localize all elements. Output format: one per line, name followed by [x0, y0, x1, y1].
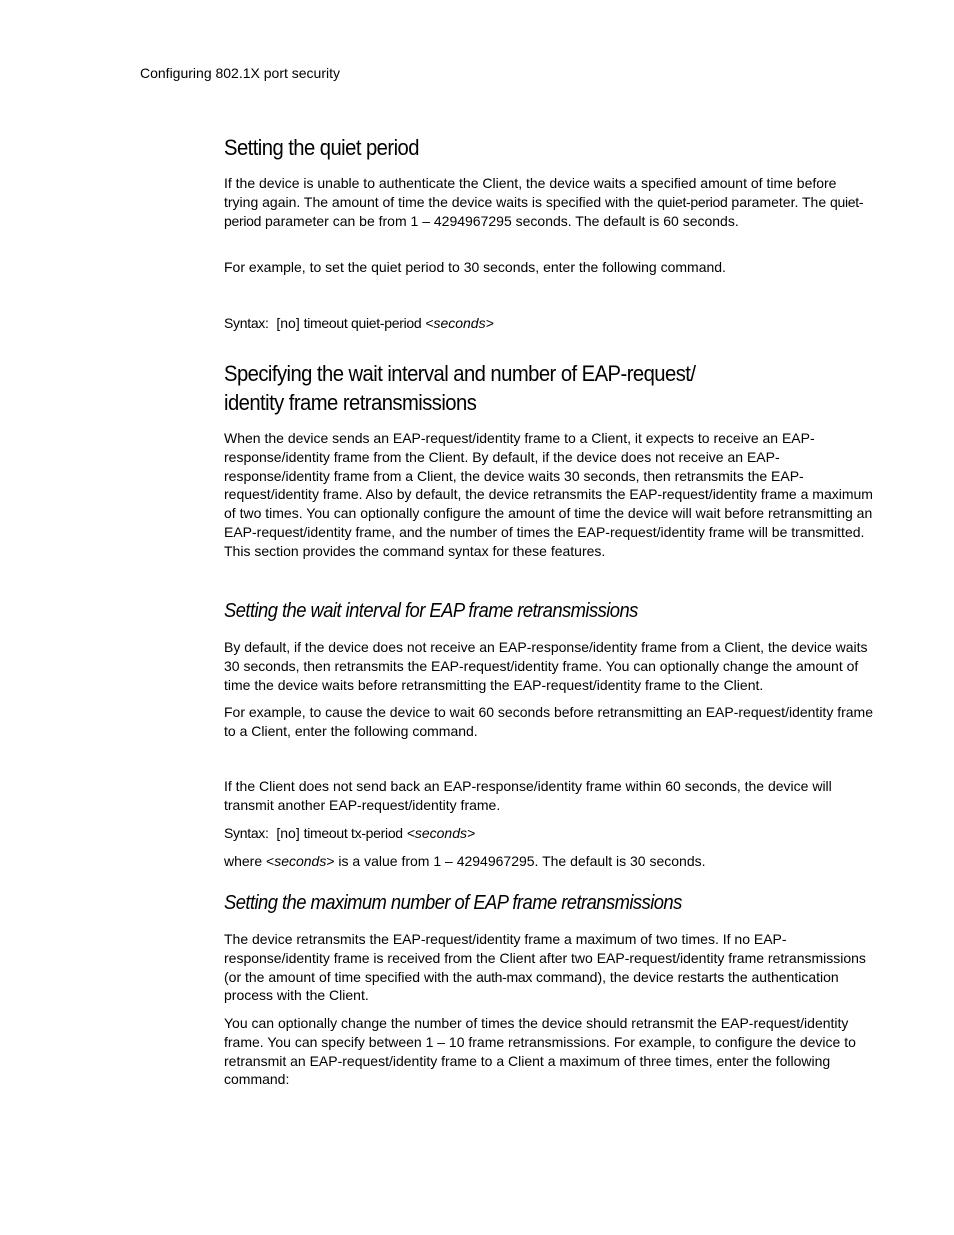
paragraph-quiet-example	[224, 258, 874, 277]
paragraph-text	[224, 174, 874, 230]
heading-wait-interval-line2: identity frame retransmissions	[224, 390, 477, 415]
text-run: parameter can be from 1 – 4294967295 seconds. The default is 60 seconds.	[261, 212, 739, 229]
paragraph-text	[224, 852, 874, 871]
syntax-no-option: [no]	[276, 825, 300, 841]
syntax-command: timeout quiet-period	[303, 315, 422, 331]
paragraph-wait-interval-intro	[224, 429, 874, 561]
paragraph-text: When the device sends an EAP-request/identity frame to a Client, it expects to receive an EAP-response/identity frame from the Client. By default, if the device does not receive an EAP-response/identity frame from a Client, the device waits 30 seconds, then retransmits the EAP-request/identity frame. Also by default, the device retransmits the EAP-request/identity frame a maximum of two times. You can optionally configure the amount of time the device will wait before retransmitting an EAP-request/identity frame, and the number of times the EAP-request/identity frame will be transmitted. This section provides the command syntax for these features.	[224, 430, 873, 559]
syntax-no-option: [no]	[276, 315, 300, 331]
syntax-argument: <seconds>	[425, 315, 494, 331]
heading-quiet-period: Setting the quiet period	[224, 135, 419, 160]
paragraph-text	[224, 930, 874, 1005]
paragraph-wait-interval-result	[224, 777, 874, 815]
subsection-heading-max-retransmissions	[224, 890, 874, 916]
paragraph-wait-interval-example	[224, 703, 874, 741]
text-run: The device retransmits the EAP-request/identity frame a maximum of two times. If no EAP-response/identity frame is received from the Client after two EAP-request/identity frame retransmissions (or the amount of time specified with the	[224, 931, 866, 985]
keyword-quiet-period: quiet-period	[224, 193, 864, 229]
paragraph-quiet-period-intro	[224, 174, 874, 230]
paragraph-wait-interval-default	[224, 638, 874, 694]
syntax-label: Syntax:	[224, 825, 269, 841]
paragraph-max-retransmissions-default	[224, 930, 874, 1005]
heading-wait-interval-line1: Specifying the wait interval and number of EAP-request/	[224, 361, 696, 386]
syntax-tx-period	[224, 824, 874, 843]
section-heading-quiet-period	[224, 133, 874, 162]
keyword-quiet-period: quiet-period	[657, 193, 728, 210]
subsection-heading-wait-interval	[224, 598, 874, 624]
syntax-label: Syntax:	[224, 315, 269, 331]
text-run: > is a value from 1 – 4294967295. The default is 30 seconds.	[326, 853, 706, 869]
argument-seconds: seconds	[274, 853, 327, 869]
paragraph-tx-period-where	[224, 852, 874, 871]
syntax-quiet-period	[224, 314, 874, 333]
running-header: Configuring 802.1X port security	[140, 65, 340, 81]
paragraph-text: You can optionally change the number of times the device should retransmit the EAP-request/identity frame. You can specify between 1 – 10 frame retransmissions. For example, to configure the device to retransmit an EAP-request/identity frame to a Client a maximum of three times, enter the following command:	[224, 1015, 856, 1088]
paragraph-text: If the Client does not send back an EAP-response/identity frame within 60 seconds, the device will transmit another EAP-request/identity frame.	[224, 778, 832, 813]
keyword-auth-max: auth-max	[476, 968, 533, 985]
syntax-line	[224, 824, 874, 843]
syntax-command: timeout tx-period	[303, 825, 403, 841]
section-heading-wait-interval	[224, 359, 874, 417]
text-run: where <	[224, 853, 275, 869]
paragraph-text: For example, to set the quiet period to 30 seconds, enter the following command.	[224, 259, 726, 275]
syntax-line	[224, 314, 874, 333]
text-run: parameter. The	[727, 193, 830, 210]
paragraph-max-retransmissions-example	[224, 1014, 874, 1089]
heading-wait-interval-eap: Setting the wait interval for EAP frame retransmissions	[224, 600, 638, 622]
text-run: command), the device restarts the authentication process with the Client.	[224, 968, 839, 1004]
syntax-argument: <seconds>	[406, 825, 476, 841]
heading-max-retransmissions: Setting the maximum number of EAP frame retransmissions	[224, 892, 682, 914]
text-run: If the device is unable to authenticate the Client, the device waits a specified amount of time before trying again. The amount of time the device waits is specified with the	[224, 175, 837, 210]
paragraph-text: By default, if the device does not receive an EAP-response/identity frame from a Client, the device waits 30 seconds, then retransmits the EAP-request/identity frame. You can optionally change the amount of time the device waits before retransmitting the EAP-request/identity frame to the Client.	[224, 639, 868, 693]
paragraph-text: For example, to cause the device to wait 60 seconds before retransmitting an EAP-request/identity frame to a Client, enter the following command.	[224, 704, 873, 739]
